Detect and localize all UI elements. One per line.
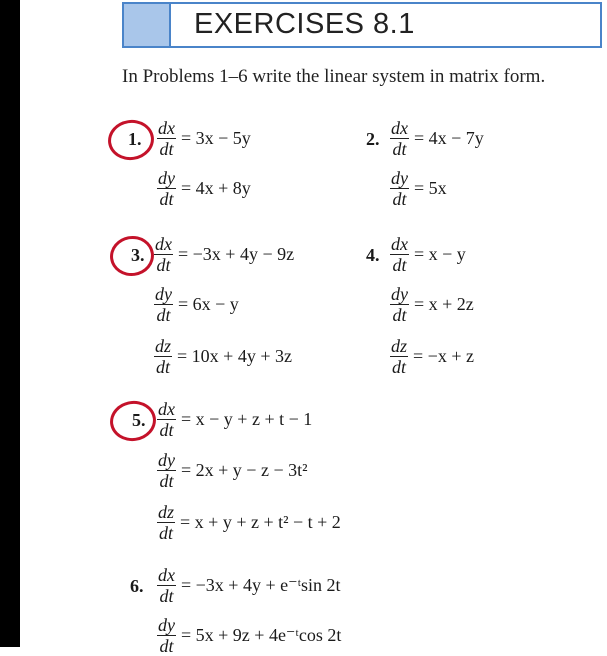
fraction-denominator: dt — [156, 255, 171, 275]
fraction-numerator: dy — [158, 450, 175, 470]
derivative-fraction — [156, 502, 176, 543]
equation-rhs: = 10x + 4y + 3z — [177, 346, 292, 366]
fraction-numerator: dx — [155, 234, 172, 254]
problem-5-number: 5. — [132, 410, 146, 430]
derivative-fraction — [389, 336, 409, 377]
equation-rhs: = 4x − 7y — [414, 128, 484, 148]
derivative-fraction — [156, 615, 177, 656]
fraction-numerator: dx — [391, 234, 408, 254]
derivative-fraction — [153, 284, 174, 325]
equation-rhs: = −3x + 4y − 9z — [178, 244, 295, 264]
fraction-denominator: dt — [392, 139, 407, 159]
fraction-denominator: dt — [156, 357, 171, 377]
fraction-numerator: dy — [155, 284, 172, 304]
problem-5-eq-3 — [156, 502, 341, 543]
problem-6-number: 6. — [130, 576, 144, 596]
derivative-fraction — [389, 118, 410, 159]
problem-5-eq-1 — [156, 399, 312, 440]
problem-5-annotation-circle — [107, 398, 158, 444]
equation-rhs: = 6x − y — [178, 294, 239, 314]
derivative-fraction — [156, 450, 177, 491]
equation-rhs: = 2x + y − z − 3t² — [181, 460, 308, 480]
derivative-fraction — [156, 168, 177, 209]
fraction-numerator: dx — [391, 118, 408, 138]
problem-3-number: 3. — [131, 245, 145, 265]
problem-1-number: 1. — [128, 129, 142, 149]
fraction-numerator: dz — [391, 336, 408, 356]
equation-rhs: = x + 2z — [414, 294, 474, 314]
fraction-denominator: dt — [392, 357, 407, 377]
problem-3-eq-3 — [153, 336, 292, 377]
problem-1-annotation-circle — [105, 117, 156, 163]
derivative-fraction — [156, 399, 177, 440]
derivative-fraction — [156, 565, 177, 606]
fraction-denominator: dt — [159, 139, 174, 159]
problem-3-eq-2 — [153, 284, 239, 325]
left-edge-bar — [0, 0, 20, 647]
derivative-fraction — [389, 234, 410, 275]
fraction-denominator: dt — [392, 189, 407, 209]
derivative-fraction — [389, 284, 410, 325]
problem-4-number: 4. — [366, 245, 380, 265]
fraction-numerator: dy — [158, 615, 175, 635]
fraction-numerator: dy — [158, 168, 175, 188]
fraction-denominator: dt — [159, 471, 174, 491]
fraction-numerator: dz — [155, 336, 172, 356]
derivative-fraction — [153, 234, 174, 275]
problem-2-number: 2. — [366, 129, 380, 149]
problem-4-eq-2 — [389, 284, 474, 325]
fraction-numerator: dy — [391, 284, 408, 304]
fraction-denominator: dt — [159, 420, 174, 440]
problem-6-eq-2 — [156, 615, 341, 656]
fraction-denominator: dt — [159, 636, 174, 656]
fraction-numerator: dy — [391, 168, 408, 188]
exercises-header — [122, 2, 602, 48]
problem-3-eq-1 — [153, 234, 294, 275]
equation-rhs: = −x + z — [413, 346, 474, 366]
derivative-fraction — [153, 336, 173, 377]
fraction-denominator: dt — [392, 305, 407, 325]
fraction-denominator: dt — [156, 305, 171, 325]
instructions-text: In Problems 1–6 write the linear system in matrix form. — [122, 66, 546, 87]
fraction-denominator: dt — [159, 586, 174, 606]
problem-5-eq-2 — [156, 450, 308, 491]
fraction-denominator: dt — [392, 255, 407, 275]
problem-2-eq-1 — [389, 118, 484, 159]
problem-1-eq-1 — [156, 118, 251, 159]
problem-1-eq-2 — [156, 168, 251, 209]
problem-4-eq-1 — [389, 234, 466, 275]
fraction-numerator: dx — [158, 399, 175, 419]
problem-4-eq-3 — [389, 336, 474, 377]
fraction-numerator: dx — [158, 118, 175, 138]
problem-6-eq-1 — [156, 565, 341, 606]
equation-rhs: = 3x − 5y — [181, 128, 251, 148]
fraction-numerator: dz — [158, 502, 175, 522]
derivative-fraction — [156, 118, 177, 159]
equation-rhs: = x − y — [414, 244, 466, 264]
equation-rhs: = −3x + 4y + e⁻ᵗsin 2t — [181, 575, 341, 595]
fraction-denominator: dt — [159, 189, 174, 209]
equation-rhs: = x + y + z + t² − t + 2 — [180, 512, 341, 532]
equation-rhs: = 5x + 9z + 4e⁻ᵗcos 2t — [181, 625, 342, 645]
derivative-fraction — [389, 168, 410, 209]
equation-rhs: = x − y + z + t − 1 — [181, 409, 313, 429]
equation-rhs: = 4x + 8y — [181, 178, 251, 198]
fraction-denominator: dt — [159, 523, 174, 543]
fraction-numerator: dx — [158, 565, 175, 585]
problem-2-eq-2 — [389, 168, 447, 209]
header-accent-block — [124, 4, 171, 46]
problem-3-annotation-circle — [107, 233, 156, 279]
equation-rhs: = 5x — [414, 178, 447, 198]
page-title: EXERCISES 8.1 — [194, 8, 415, 40]
